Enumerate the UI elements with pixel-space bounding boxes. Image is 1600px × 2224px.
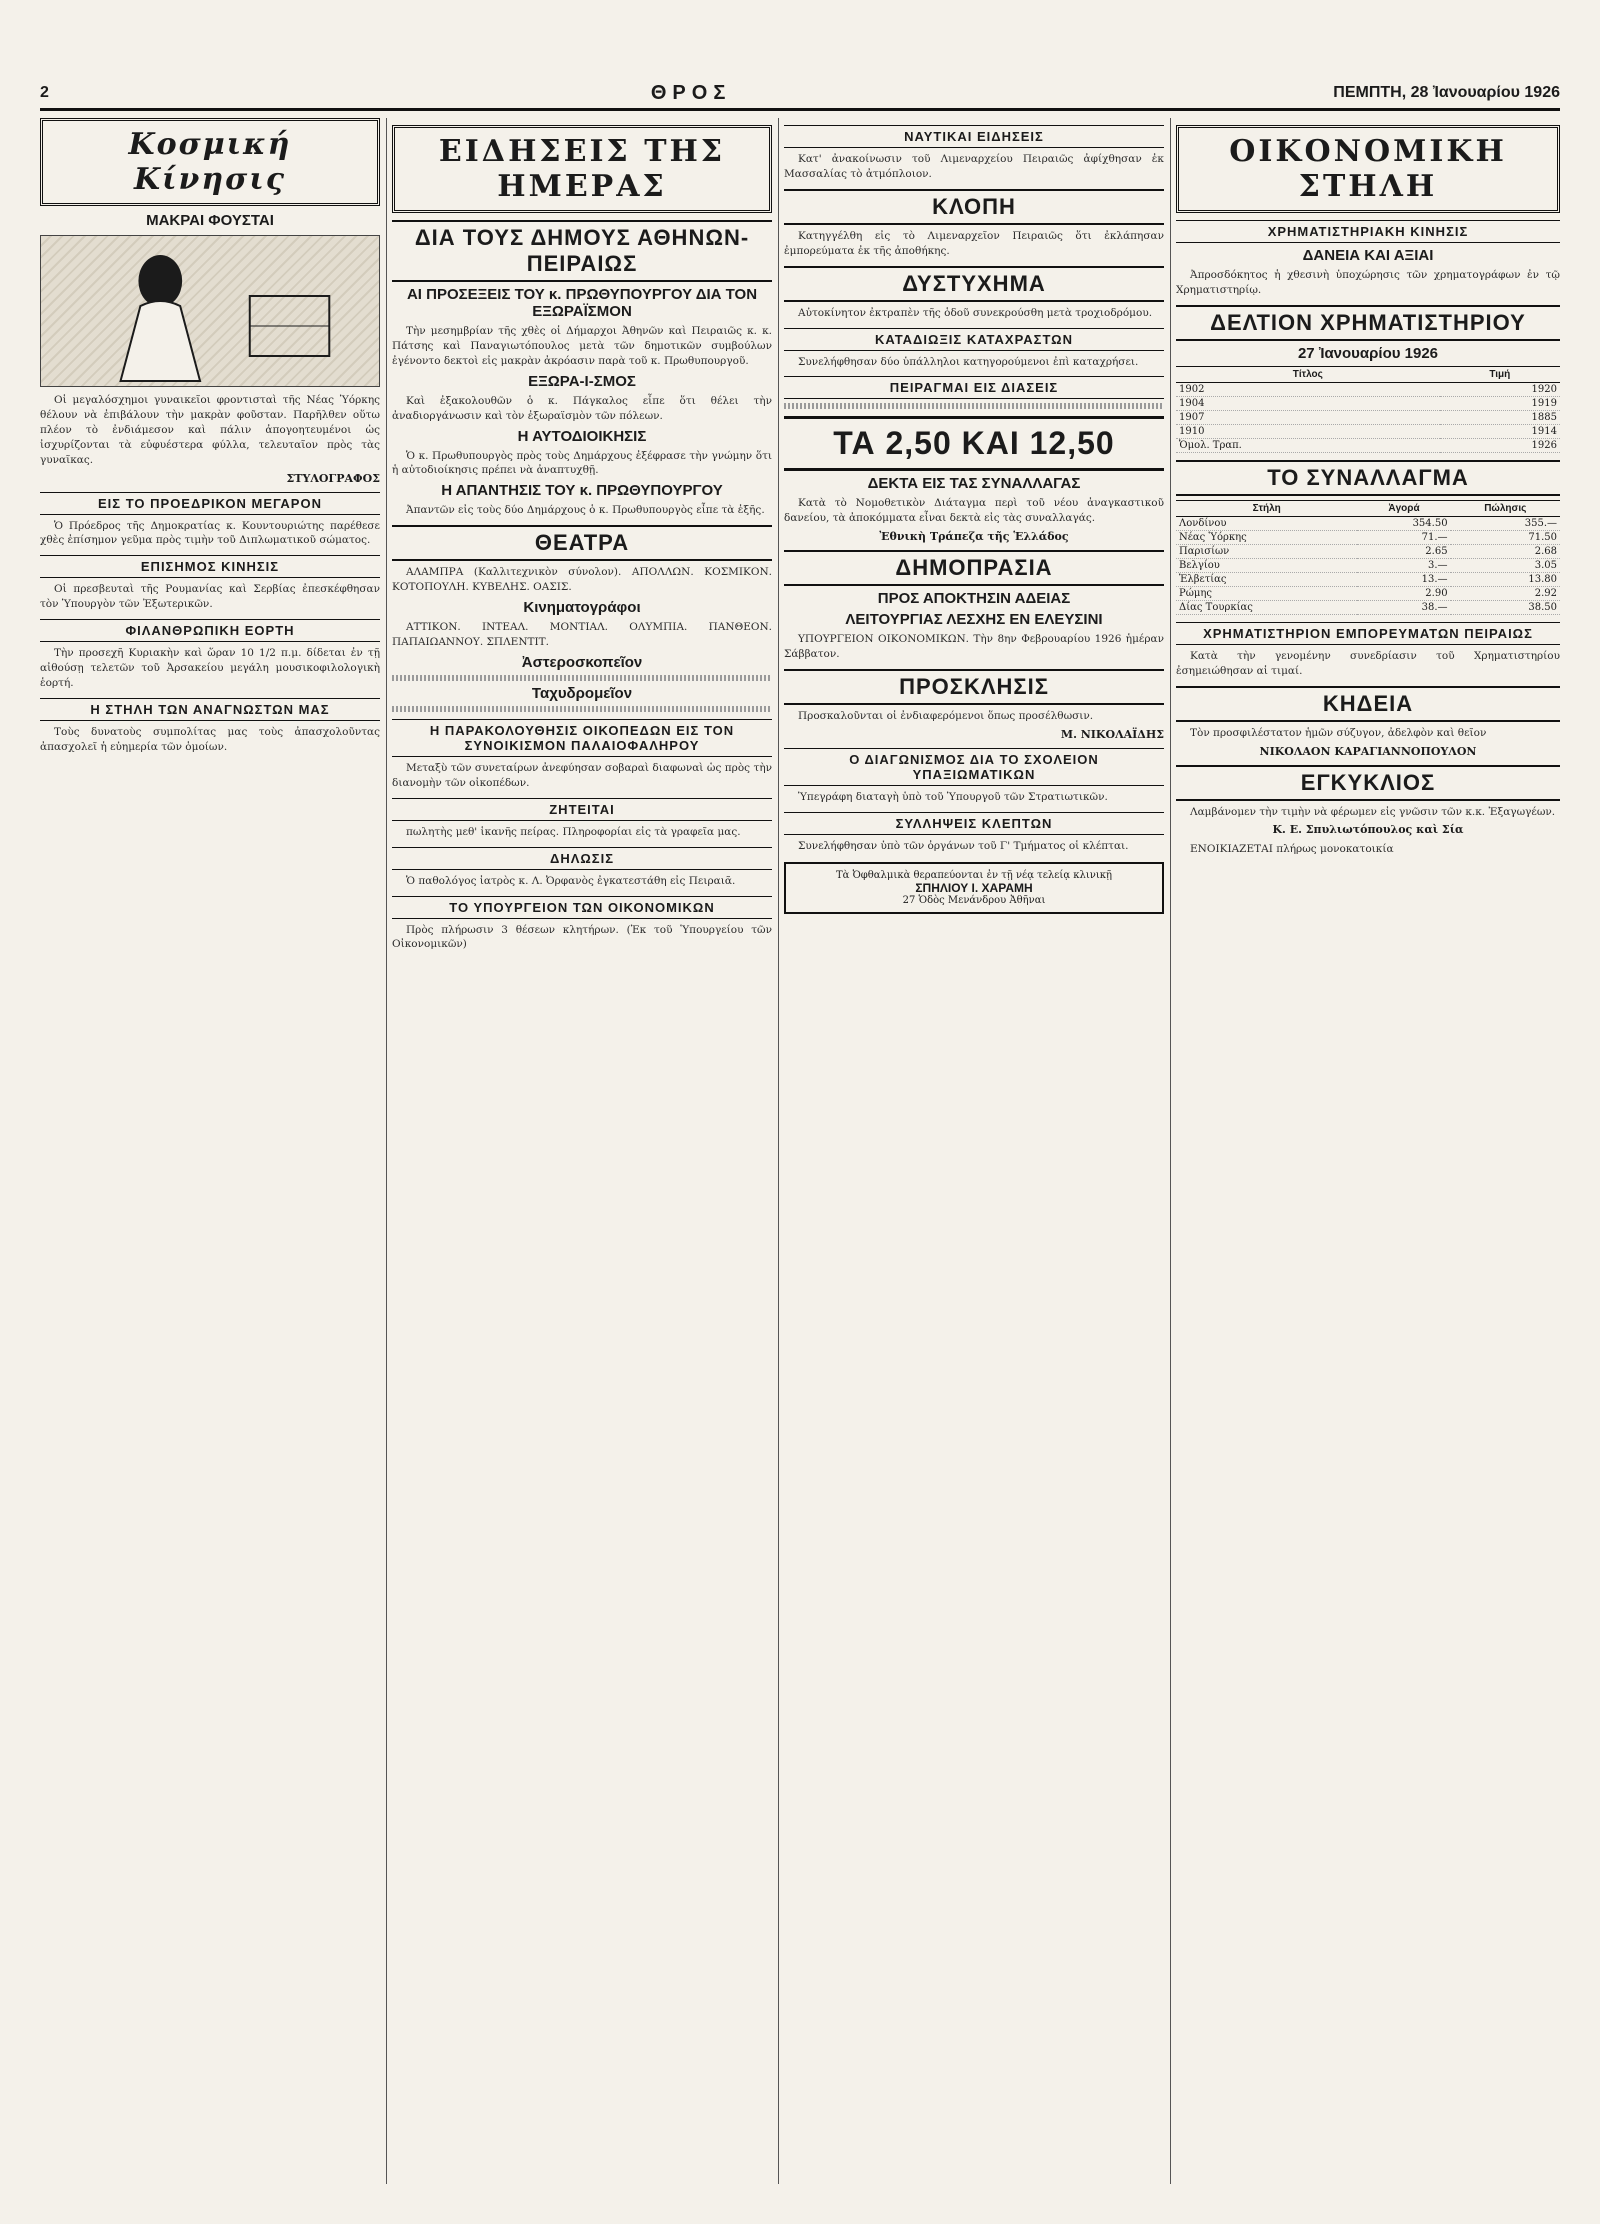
article-headline: ΧΡΗΜΑΤΙΣΤΗΡΙΟΝ ΕΜΠΟΡΕΥΜΑΤΩΝ ΠΕΙΡΑΙΩΣ [1176,622,1560,645]
fx-cell: 71.— [1357,530,1450,544]
text-filler [392,706,772,712]
article-body: Κατὰ τὸ Νομοθετικὸν Διάταγμα περὶ τοῦ νέου ἀναγκαστικοῦ δανείου, τὰ ἀποκόμματα εἶναι δεκτὰ εἰς τὰς συναλλαγάς. [784,497,1164,525]
stock-cell: 1885 [1440,410,1560,424]
fx-col-header: Πώλησις [1451,500,1560,516]
stock-cell: 1910 [1176,424,1440,438]
text-filler [784,403,1164,409]
article-headline: ΤΟ ΥΠΟΥΡΓΕΙΟΝ ΤΩΝ ΟΙΚΟΝΟΜΙΚΩΝ [392,896,772,919]
stock-cell: 1914 [1440,424,1560,438]
table-row [1176,544,1560,558]
article-body: Τοὺς δυνατοὺς συμπολίτας μας τοὺς ἀπασχολοῦντας ἀπασχολεῖ ἡ εὐημερία τῶν ὁμοίων. [40,725,380,753]
article-headline: Η ΠΑΡΑΚΟΛΟΥΘΗΣΙΣ ΟΙΚΟΠΕΔΩΝ ΕΙΣ ΤΟΝ ΣΥΝΟΙΚΙΣΜΟΝ ΠΑΛΑΙΟΦΑΛΗΡΟΥ [392,719,772,757]
article-body: Συνελήφθησαν δύο ὑπάλληλοι κατηγορούμενοι ἐπὶ καταχρήσει. [798,355,1139,368]
lead-subheadline: ΑΙ ΠΡΟΣΕΞΕΙΣ ΤΟΥ κ. ΠΡΩΘΥΠΟΥΡΓΟΥ ΔΙΑ ΤΟΝ ΕΞΩΡΑΪΣΜΟΝ [406,286,758,320]
article-headline: ΚΛΟΠΗ [784,189,1164,225]
masthead [40,78,1560,111]
clinic-ad-address: 27 Ὁδὸς Μενάνδρου Ἀθῆναι [902,894,1046,906]
section-banner: ΕΙΔΗΣΕΙΣ ΤΗΣ ΗΜΕΡΑΣ [392,125,772,213]
fx-cell: 354.50 [1357,516,1450,530]
fx-cell: Λονδίνου [1176,516,1357,530]
classified-ad: ΕΝΟΙΚΙΑΖΕΤΑΙ πλήρως μονοκατοικία [1190,843,1394,856]
auction-body: ΥΠΟΥΡΓΕΙΟΝ ΟΙΚΟΝΟΜΙΚΩΝ. Τὴν 8ην Φεβρουαρίου 1926 ἡμέραν Σάββατον. [784,633,1164,661]
fx-cell: 2.92 [1451,586,1560,600]
article-headline: ΤΑ 2,50 ΚΑΙ 12,50 [784,416,1164,471]
fx-cell: Παρισίων [1176,544,1357,558]
stock-cell: 1904 [1176,396,1440,410]
auction-heading: ΔΗΜΟΠΡΑΣΙΑ [784,550,1164,586]
article-title: ΜΑΚΡΑΙ ΦΟΥΣΤΑΙ [146,212,274,229]
circular-heading: ΕΓΚΥΚΛΙΟΣ [1176,765,1560,801]
circular-signature: Κ. Ε. Σπυλιωτόπουλος καὶ Σία [1272,823,1464,837]
article-headline: ΔΗΛΩΣΙΣ [392,847,772,870]
article-headline: ΔΥΣΤΥΧΗΜΑ [784,266,1164,302]
fashion-illustration [40,235,380,387]
section-subheading: Η ΑΠΑΝΤΗΣΙΣ ΤΟΥ κ. ΠΡΩΘΥΠΟΥΡΓΟΥ [441,482,723,500]
fx-cell: Ἑλβετίας [1176,572,1357,586]
article-body: πωλητὴς μεθ' ἱκανῆς πείρας. Πληροφορίαι εἰς τὰ γραφεῖα μας. [406,825,741,838]
column-misc-news [784,118,1164,2184]
notice-body: Προσκαλοῦνται οἱ ἐνδιαφερόμενοι ὅπως προσέλθωσιν. [798,710,1094,723]
article-headline: ΖΗΤΕΙΤΑΙ [392,798,772,821]
column-rule [1170,118,1171,2184]
table-row [1176,530,1560,544]
lead-subheadline: ΔΕΚΤΑ ΕΙΣ ΤΑΣ ΣΥΝΑΛΛΑΓΑΣ [867,475,1081,493]
article-body: Αὐτοκίνητον ἐκτραπὲν τῆς ὁδοῦ συνεκρούσθη μετὰ τροχιοδρόμου. [798,306,1153,319]
article-body: Οἱ πρεσβευταὶ τῆς Ρουμανίας καὶ Σερβίας ἐπεσκέφθησαν τὸν Ὑπουργὸν τῶν Ἐξωτερικῶν. [40,583,380,611]
article-body: Ὑπεγράφη διαταγὴ ὑπὸ τοῦ Ὑπουργοῦ τῶν Στρατιωτικῶν. [798,790,1108,803]
stock-cell: 1907 [1176,410,1440,424]
fx-cell: 38.— [1357,600,1450,614]
funeral-heading: ΚΗΔΕΙΑ [1176,686,1560,722]
fx-cell: 2.65 [1357,544,1450,558]
article-headline: ΝΑΥΤΙΚΑΙ ΕΙΔΗΣΕΙΣ [784,125,1164,148]
funeral-body: Τὸν προσφιλέστατον ἡμῶν σύζυγον, ἀδελφὸν καὶ θεῖον [1190,726,1487,739]
table-row [1176,516,1560,530]
fx-cell: Νέας Ὑόρκης [1176,530,1357,544]
column-rule [778,118,779,2184]
column-daily-news [392,118,772,2184]
issue-date: ΠΕΜΠΤΗ, 28 Ἰανουαρίου 1926 [1333,84,1560,101]
exchange-heading: ΤΟ ΣΥΝΑΛΛΑΓΜΑ [1176,460,1560,496]
section-subheading: Η ΑΥΤΟΔΙΟΙΚΗΣΙΣ [517,427,647,445]
fx-cell: 3.05 [1451,558,1560,572]
article-headline: ΕΠΙΣΗΜΟΣ ΚΙΝΗΣΙΣ [40,555,380,578]
fx-cell: 71.50 [1451,530,1560,544]
article-headline: ΣΥΛΛΗΨΕΙΣ ΚΛΕΠΤΩΝ [784,812,1164,835]
stock-cell: 1902 [1176,382,1440,396]
funeral-name: ΝΙΚΟΛΑΟΝ ΚΑΡΑΓΙΑΝΝΟΠΟΥΛΟΝ [1259,744,1477,758]
stock-cell: 1920 [1440,382,1560,396]
table-row [1176,600,1560,614]
fx-cell: 2.90 [1357,586,1450,600]
exchange-table [1176,500,1560,615]
article-body: Κατ' ἀνακοίνωσιν τοῦ Λιμεναρχείου Πειραιῶς ἀφίχθησαν ἐκ Μασσαλίας τὸ ἀτμόπλοιον. [784,153,1164,180]
article-headline: ΠΕΙΡΑΓΜΑΙ ΕΙΣ ΔΙΑΣΕΙΣ [784,376,1164,399]
article-body: Κατηγγέλθη εἰς τὸ Λιμεναρχεῖον Πειραιῶς ὅτι ἐκλάπησαν ἐμπορεύματα ἐκ τῆς ἀποθήκης. [784,229,1164,257]
article-body: Ὁ παθολόγος ἰατρὸς κ. Λ. Ὀρφανὸς ἐγκατεστάθη εἰς Πειραιᾶ. [406,874,736,887]
fx-cell: 3.— [1357,558,1450,572]
fx-cell: 2.68 [1451,544,1560,558]
article-headline: ΚΑΤΑΔΙΩΞΙΣ ΚΑΤΑΧΡΑΣΤΩΝ [784,328,1164,351]
article-headline: Ο ΔΙΑΓΩΝΙΣΜΟΣ ΔΙΑ ΤΟ ΣΧΟΛΕΙΟΝ ΥΠΑΞΙΩΜΑΤΙΚΩΝ [784,748,1164,786]
fx-cell: 13.80 [1451,572,1560,586]
article-body: Τὴν προσεχῆ Κυριακὴν καὶ ὥραν 10 1/2 π.μ. δίδεται ἐν τῇ αἰθούσῃ τελετῶν τοῦ Ἀρσακείου μεγάλη μουσικοφιλολογικὴ ἑορτή. [40,647,380,689]
cinema-heading: Κινηματογράφοι [523,599,641,617]
stock-cell: Ὁμολ. Τραπ. [1176,438,1440,452]
article-body: Μεταξὺ τῶν συνεταίρων ἀνεφύησαν σοβαραὶ διαφωναὶ ὡς πρὸς τὴν διανομὴν τῶν οἰκοπέδων. [392,761,772,789]
page-number: 2 [40,84,49,101]
article-headline: ΕΙΣ ΤΟ ΠΡΟΕΔΡΙΚΟΝ ΜΕΓΑΡΟΝ [40,492,380,515]
article-headline: Η ΣΤΗΛΗ ΤΩΝ ΑΝΑΓΝΩΣΤΩΝ ΜΑΣ [40,698,380,721]
article-body: Οἱ μεγαλόσχημοι γυναικεῖοι φροντισταὶ τῆς Νέας Ὑόρκης θέλουν νὰ ἐπιβάλουν τὴν μακρὰν φοῦσταν. Παρῆλθεν οὕτω πλέον τὸ ἐνδιάμεσον καὶ πάλιν ἀπογοητευμένοι ὡς ἰσχυρίζονται τὰ εὐφυέστερα φύλλα, τελευταῖον πρὸς τὰς γυναῖκας. [40,394,380,466]
stock-cell: 1919 [1440,396,1560,410]
theatre-listing: ΑΛΑΜΠΡΑ (Καλλιτεχνικὸν σύνολον). ΑΠΟΛΛΩΝ. ΚΟΣΜΙΚΟΝ. ΚΟΤΟΠΟΥΛΗ. ΚΥΒΕΛΗΣ. ΟΑΣΙΣ. [392,566,772,594]
fx-col-header: Στήλη [1176,500,1357,516]
notice-signature: Μ. ΝΙΚΟΛΑΪΔΗΣ [1060,727,1164,741]
article-body: Συνελήφθησαν ὑπὸ τῶν ὀργάνων τοῦ Γ' Τμήματος οἱ κλέπται. [798,839,1129,852]
article-body: Ἀπροσδόκητος ἡ χθεσινὴ ὑποχώρησις τῶν χρηματογράφων ἐν τῷ Χρηματιστηρίῳ. [1176,269,1560,296]
fx-cell: Βελγίου [1176,558,1357,572]
clinic-ad [784,862,1164,914]
auction-subheading: ΠΡΟΣ ΑΠΟΚΤΗΣΙΝ ΑΔΕΙΑΣ [877,590,1071,608]
table-row [1176,396,1560,410]
column-society [40,118,380,2184]
fx-cell: Δίας Τουρκίας [1176,600,1357,614]
article-body: Ὁ Πρόεδρος τῆς Δημοκρατίας κ. Κουντουριώτης παρέθεσε χθὲς ἐπίσημον γεῦμα πρὸς τιμὴν τοῦ Διπλωματικοῦ σώματος. [40,519,380,547]
section-subheading: ΕΞΩΡΑ-Ι-ΣΜΟΣ [528,372,636,390]
column-finance [1176,118,1560,2184]
fx-cell: 355.— [1451,516,1560,530]
table-row [1176,558,1560,572]
auction-subheading-2: ΛΕΙΤΟΥΡΓΙΑΣ ΛΕΣΧΗΣ ΕΝ ΕΛΕΥΣΙΝΙ [845,611,1103,629]
observatory-heading: Ἀστεροσκοπεῖον [521,653,643,671]
bulletin-date: 27 Ἰανουαρίου 1926 [1297,344,1439,362]
article-title: ΔΑΝΕΙΑ ΚΑΙ ΑΞΙΑΙ [1302,247,1434,264]
cinema-listing: ΑΤΤΙΚΟΝ. ΙΝΤΕΑΛ. ΜΟΝΤΙΑΛ. ΟΛΥΜΠΙΑ. ΠΑΝΘΕΟΝ. ΠΑΠΑΙΩΑΝΝΟΥ. ΣΠΛΕΝΤΙΤ. [392,621,772,648]
section-subheading: ΧΡΗΜΑΤΙΣΤΗΡΙΑΚΗ ΚΙΝΗΣΙΣ [1176,220,1560,243]
author-signature: ΣΤΥΛΟΓΡΑΦΟΣ [286,471,380,485]
article-body: Ὁ κ. Πρωθυπουργὸς πρὸς τοὺς Δημάρχους ἐξέφρασε τὴν γνώμην ὅτι ἡ αὐτοδιοίκησις πρέπει νὰ ἀναπτυχθῇ. [392,449,772,477]
table-row [1176,438,1560,452]
article-headline: ΦΙΛΑΝΘΡΩΠΙΚΗ ΕΟΡΤΗ [40,619,380,642]
lead-headline: ΔΙΑ ΤΟΥΣ ΔΗΜΟΥΣ ΑΘΗΝΩΝ-ΠΕΙΡΑΙΩΣ [392,220,772,282]
article-body: Πρὸς πλήρωσιν 3 θέσεων κλητήρων. (Ἐκ τοῦ Ὑπουργείου τῶν Οἰκονομικῶν) [392,923,772,951]
post-heading: Ταχυδρομεῖον [531,684,633,702]
table-row [1176,572,1560,586]
bank-name: Ἐθνικὴ Τράπεζα τῆς Ἑλλάδος [879,530,1069,544]
circular-body: Λαμβάνομεν τὴν τιμὴν νὰ φέρωμεν εἰς γνῶσιν τῶν κ.κ. Ἐξαγωγέων. [1190,805,1556,818]
text-filler [392,675,772,681]
article-body: Ἀπαντῶν εἰς τοὺς δύο Δημάρχους ὁ κ. Πρωθυπουργὸς εἶπε τὰ ἑξῆς. [406,504,765,517]
stock-col-header: Τίτλος [1176,366,1440,382]
section-banner: Κοσμική Κίνησις [40,118,380,206]
table-row [1176,424,1560,438]
clinic-ad-name: ΣΠΗΛΙΟΥ Ι. ΧΑΡΑΜΗ [915,880,1033,895]
section-banner: ΟΙΚΟΝΟΜΙΚΗ ΣΤΗΛΗ [1176,125,1560,213]
clinic-ad-title: Τὰ Ὀφθαλμικὰ θεραπεύονται ἐν τῇ νέᾳ τελείᾳ κλινικῇ [835,869,1112,881]
fx-cell: 38.50 [1451,600,1560,614]
fx-cell: 13.— [1357,572,1450,586]
table-row [1176,410,1560,424]
fx-cell: Ρώμης [1176,586,1357,600]
article-body: Κατὰ τὴν γενομένην συνεδρίασιν τοῦ Χρηματιστηρίου ἐσημειώθησαν αἱ τιμαί. [1176,649,1560,677]
column-rule [386,118,387,2184]
fx-col-header: Ἀγορά [1357,500,1450,516]
article-body: Καὶ ἐξακολουθῶν ὁ κ. Πάγκαλος εἶπε ὅτι θέλει τὴν ἀναδιοργάνωσιν καὶ τὸν ἐξωραϊσμὸν τῶν πόλεων. [392,394,772,422]
paper-name: ΘΡΟΣ [650,81,732,104]
table-row [1176,586,1560,600]
stock-cell: 1926 [1440,438,1560,452]
stock-table [1176,366,1560,453]
article-body: Τὴν μεσημβρίαν τῆς χθὲς οἱ Δήμαρχοι Ἀθηνῶν καὶ Πειραιῶς κ. κ. Πάτσης καὶ Παναγιωτόπουλος μετὰ τῶν δημοτικῶν συμβούλων ἐγένοντο δεκτοὶ εἰς μακρὰν ἀκρόασιν παρὰ τοῦ κ. Πρωθυπουργοῦ. [392,325,772,367]
bulletin-heading: ΔΕΛΤΙΟΝ ΧΡΗΜΑΤΙΣΤΗΡΙΟΥ [1176,305,1560,341]
notice-heading: ΠΡΟΣΚΛΗΣΙΣ [784,669,1164,705]
table-row [1176,382,1560,396]
theatre-heading: ΘΕΑΤΡΑ [392,525,772,561]
stock-col-header: Τιμή [1440,366,1560,382]
